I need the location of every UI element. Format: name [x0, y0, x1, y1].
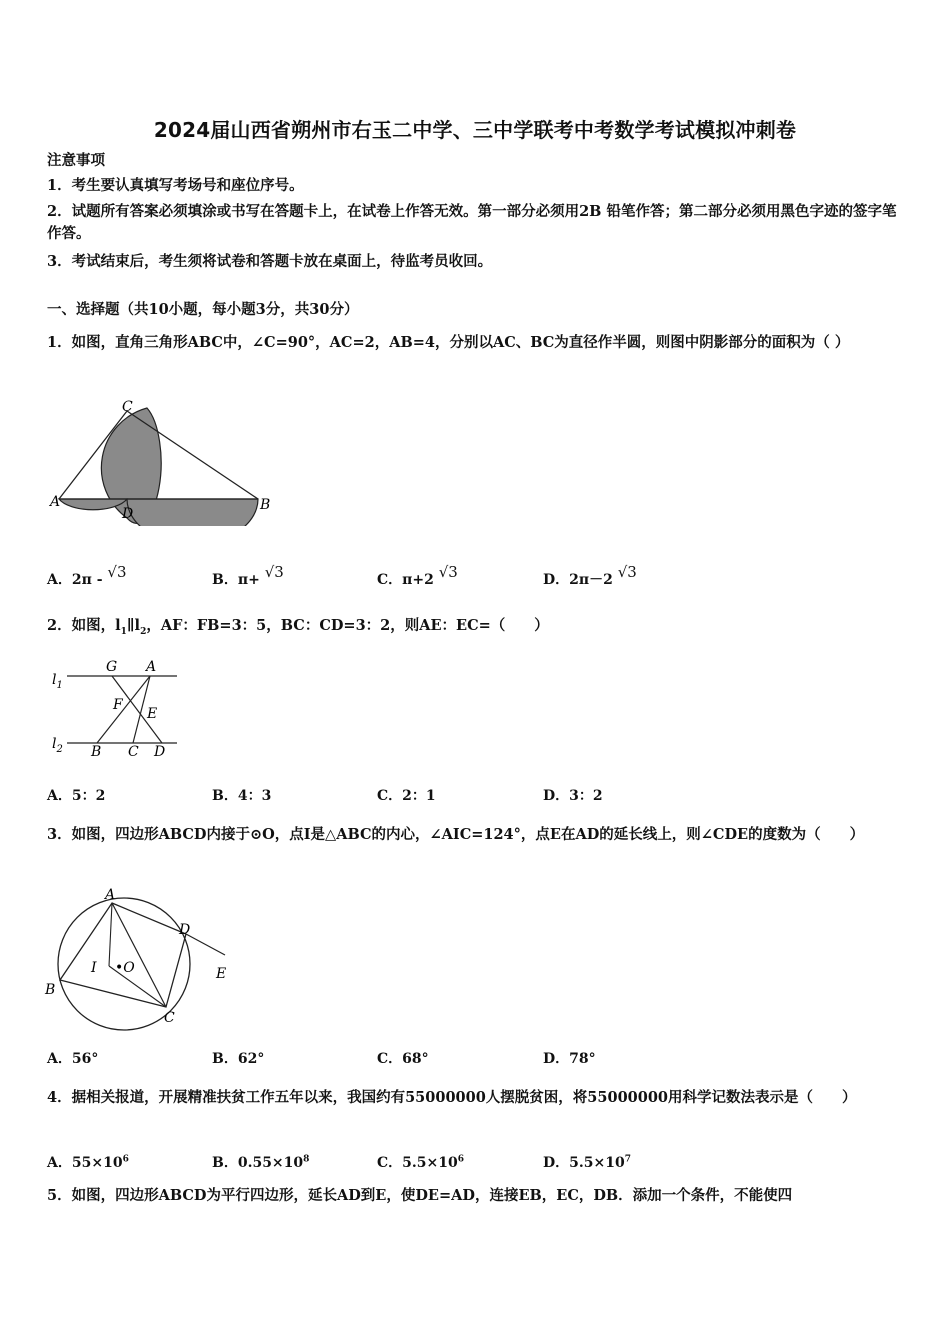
q3-option-d[interactable]: D．78° [543, 1051, 596, 1067]
q1-label-c: C [122, 399, 133, 415]
q3-stem: 3．如图，四边形ABCD内接于⊙O，点I是△ABC的内心，∠AIC=124°，点E在AD的延长线上，则∠CDE的度数为（ ） [47, 826, 865, 843]
q1-option-b-text: B．π+ [212, 572, 260, 588]
q3-label-d: D [179, 922, 191, 938]
q2-option-c[interactable]: C．2：1 [377, 788, 436, 804]
q1-label-d: D [122, 506, 134, 522]
q2-figure [47, 656, 187, 766]
q2-label-l1: $l_1$ [52, 672, 63, 691]
q3-label-a: A [105, 887, 116, 903]
q2-option-b[interactable]: B．4：3 [212, 788, 272, 804]
q1-label-a: A [50, 494, 61, 510]
q4-option-c-exp: 6 [457, 1154, 464, 1165]
q1-option-d-text: D．2π－2 [543, 572, 613, 588]
q4-option-c-base: C．5.5×10 [377, 1155, 458, 1171]
q1-label-b: B [260, 497, 271, 513]
q3-label-e: E [216, 966, 227, 982]
q4-option-b-base: B．0.55×10 [212, 1155, 304, 1171]
q2-label-e: E [147, 706, 158, 722]
q2-stem-part-1: 2．如图，l [47, 617, 121, 634]
q4-option-c[interactable] [377, 1152, 464, 1172]
q4-option-a[interactable] [47, 1152, 129, 1172]
q3-diagonal-ac [112, 903, 166, 1007]
q4-option-a-base: A．55×10 [47, 1155, 123, 1171]
q3-figure [40, 884, 240, 1032]
q2-label-c: C [128, 744, 139, 760]
q3-quadrilateral [60, 903, 186, 1007]
q1-figure [45, 396, 280, 526]
page-title: 2024届山西省朔州市右玉二中学、三中学联考中考数学考试模拟冲刺卷 [153, 118, 797, 142]
q4-option-b[interactable] [212, 1152, 309, 1172]
notice-item-1: 1．考生要认真填写考场号和座位序号。 [47, 177, 304, 194]
q3-option-a[interactable]: A．56° [47, 1051, 99, 1067]
q1-option-c[interactable] [377, 563, 458, 589]
q1-option-c-text: C．π+2 [377, 572, 434, 588]
q1-option-b-radical: √3 [264, 563, 284, 581]
q4-option-d[interactable] [543, 1152, 631, 1172]
q2-label-d: D [154, 744, 166, 760]
q2-stem [47, 615, 549, 643]
q2-stem-part-3: ，AF：FB=3：5，BC：CD=3：2，则AE：EC=（ ） [146, 617, 549, 634]
q2-label-a: A [146, 659, 157, 675]
q1-option-a-radical: √3 [107, 563, 127, 581]
notice-item-2: 2．试题所有答案必须填涂或书写在答题卡上，在试卷上作答无效。第一部分必须用2B 铅笔作答；第二部分必须用黑色字迹的签字笔作答。 [47, 203, 897, 242]
q4-option-d-base: D．5.5×10 [543, 1155, 625, 1171]
q4-option-d-exp: 7 [624, 1154, 631, 1165]
q4-option-a-exp: 6 [122, 1154, 129, 1165]
notice-item-3: 3．考试结束后，考生须将试卷和答题卡放在桌面上，待监考员收回。 [47, 253, 493, 270]
q1-option-b[interactable] [212, 563, 284, 589]
q2-stem-sub-1: 1 [120, 626, 127, 637]
q2-stem-sub-2: 2 [140, 626, 147, 637]
q2-option-d[interactable]: D．3：2 [543, 788, 603, 804]
q2-label-f: F [113, 697, 123, 713]
q3-label-o: •O [115, 960, 135, 976]
q1-option-c-radical: √3 [438, 563, 458, 581]
q3-label-b: B [45, 982, 56, 998]
q1-option-a-text: A．2π - [47, 572, 103, 588]
q2-label-b: B [91, 744, 102, 760]
q1-option-d-radical: √3 [617, 563, 637, 581]
q3-label-c: C [164, 1010, 175, 1026]
q1-option-d[interactable] [543, 563, 637, 589]
q3-option-c[interactable]: C．68° [377, 1051, 429, 1067]
q3-option-b[interactable]: B．62° [212, 1051, 265, 1067]
q1-stem: 1．如图，直角三角形ABC中，∠C=90°，AC=2，AB=4，分别以AC、BC为直径作半圆，则图中阴影部分的面积为（ ） [47, 334, 850, 351]
q3-label-i: I [91, 960, 97, 976]
q1-shaded-bottom [127, 499, 258, 526]
q2-label-g: G [106, 659, 118, 675]
q2-option-a[interactable]: A．5：2 [47, 788, 106, 804]
q2-label-l2: $l_2$ [52, 736, 63, 755]
q3-segment-ai [109, 903, 112, 966]
q5-stem: 5．如图，四边形ABCD为平行四边形，延长AD到E，使DE=AD，连接EB，EC，DB．添加一个条件，不能使四 [47, 1187, 793, 1204]
q2-stem-part-2: ∥l [126, 617, 141, 634]
notice-heading: 注意事项 [47, 152, 105, 169]
q4-option-b-exp: 8 [303, 1154, 310, 1165]
q4-stem: 4．据相关报道，开展精准扶贫工作五年以来，我国约有55000000人摆脱贫困，将55000000用科学记数法表示是（ ） [47, 1089, 857, 1106]
q1-option-a[interactable] [47, 563, 127, 589]
section-heading: 一、选择题（共10小题，每小题3分，共30分） [47, 301, 359, 318]
q3-extension-de [186, 934, 225, 955]
